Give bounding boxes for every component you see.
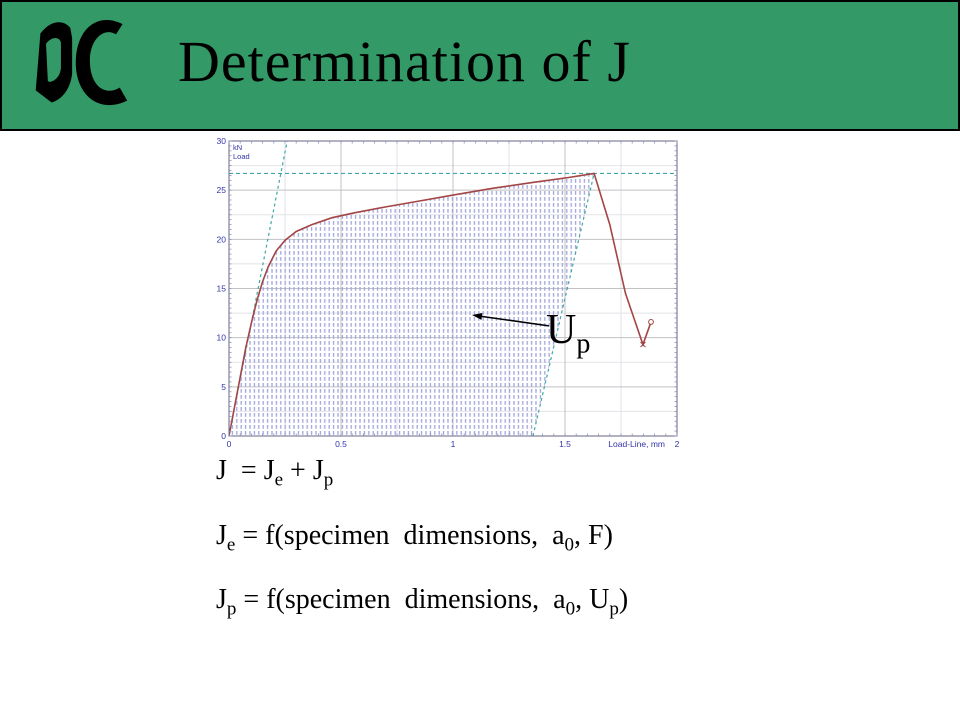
up-annotation-label: $U_p$ [546,307,591,360]
slide-title: Determination of J [178,29,631,94]
formula-j-total: $J = J_e + J_p$ [216,455,334,491]
svg-text:30: 30 [216,136,226,146]
load-displacement-chart [205,131,687,463]
svg-text:0.5: 0.5 [335,439,347,449]
load-chart-svg [205,131,687,463]
svg-text:20: 20 [216,234,226,245]
svg-text:2: 2 [674,439,680,449]
slide-header [0,0,960,131]
svg-text:0: 0 [221,431,226,441]
formula-j-plastic: $J_p$ = f(specimen dimensions, $a_0$, $U_p$) [216,584,629,620]
svg-text:5: 5 [221,381,226,392]
dc-logo-icon [18,12,158,124]
formula-j-elastic: $J_e$ = f(specimen dimensions, $a_0$, F) [216,519,613,556]
svg-text:10: 10 [216,332,226,343]
svg-text:kN: kN [233,143,243,152]
svg-text:0: 0 [226,439,232,449]
svg-text:1: 1 [450,439,456,449]
svg-text:Load-Line, mm: Load-Line, mm [608,439,665,449]
svg-text:25: 25 [216,185,226,196]
svg-text:Load: Load [233,152,250,161]
svg-text:1.5: 1.5 [559,439,571,449]
svg-text:15: 15 [216,283,226,294]
formulas-block [216,452,628,646]
